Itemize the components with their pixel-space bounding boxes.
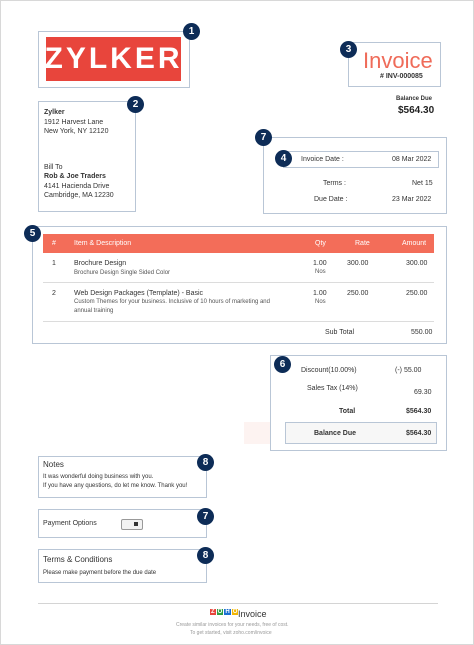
- balance-due-label: Balance Due: [396, 96, 433, 102]
- bill-to-label: Bill To: [44, 164, 63, 171]
- invoice-date-label: Invoice Date :: [301, 156, 344, 163]
- row2-amount: 250.00: [406, 290, 428, 297]
- total-label: Total: [339, 408, 356, 415]
- row2-qty: 1.00: [313, 290, 327, 297]
- due-date-label: Due Date :: [314, 196, 348, 203]
- discount-value: (-) 55.00: [395, 367, 422, 374]
- row2-desc2: annual training: [74, 308, 114, 314]
- totals-shade: [244, 422, 270, 444]
- badge-totals: 6: [274, 356, 291, 373]
- balance-value: $564.30: [406, 430, 432, 437]
- badge-terms: 8: [197, 547, 214, 564]
- row-divider: [43, 282, 434, 283]
- total-value: $564.30: [406, 408, 432, 415]
- notes-line1: It was wonderful doing business with you.: [43, 474, 154, 480]
- badge-from: 2: [127, 96, 144, 113]
- row2-num: 2: [52, 290, 56, 297]
- zoho-letter: H: [225, 609, 230, 615]
- due-date-value: 23 Mar 2022: [392, 196, 432, 203]
- row2-desc: Custom Themes for your business. Inclusive of 10 hours of marketing and: [74, 299, 270, 305]
- tax-label: Sales Tax (14%): [307, 385, 358, 392]
- row2-rate: 250.00: [347, 290, 369, 297]
- company-logo: ZYLKER: [46, 37, 181, 81]
- invoice-title: Invoice: [363, 48, 433, 73]
- terms-text: Please make payment before the due date: [43, 570, 157, 576]
- badge-title: 3: [340, 41, 357, 58]
- from-company: Zylker: [44, 109, 65, 116]
- row1-num: 1: [52, 260, 56, 267]
- tax-value: 69.30: [414, 389, 432, 396]
- zoho-letter: O: [217, 609, 223, 615]
- th-qty: Qty: [315, 240, 326, 247]
- card-icon[interactable]: [121, 519, 143, 530]
- bill-to-address1: 4141 Hacienda Drive: [44, 183, 110, 190]
- balance-due-value: $564.30: [398, 105, 435, 116]
- badge-payment: 7: [197, 508, 214, 525]
- terms-label: Terms :: [323, 180, 346, 187]
- footer-product: Invoice: [238, 609, 267, 619]
- row2-name: Web Design Packages (Template) - Basic: [74, 290, 204, 297]
- th-rate: Rate: [355, 240, 370, 247]
- th-item: Item & Description: [74, 240, 132, 247]
- zoho-letter: Z: [211, 609, 215, 615]
- zoho-logo: [210, 609, 238, 615]
- terms-heading: Terms & Conditions: [43, 555, 113, 564]
- bill-to-name: Rob & Joe Traders: [44, 173, 106, 180]
- bill-to-address2: Cambridge, MA 12230: [44, 192, 114, 199]
- terms-value: Net 15: [412, 180, 433, 187]
- row1-qty: 1.00: [313, 260, 327, 267]
- from-address1: 1912 Harvest Lane: [44, 119, 104, 126]
- invoice-number: # INV-000085: [380, 73, 423, 80]
- th-num: #: [52, 240, 56, 247]
- row-divider: [43, 321, 434, 322]
- row1-name: Brochure Design: [74, 260, 127, 267]
- footer-divider: [38, 603, 438, 604]
- row1-rate: 300.00: [347, 260, 369, 267]
- subtotal-value: 550.00: [411, 329, 433, 336]
- th-amount: Amount: [402, 240, 427, 247]
- payment-label[interactable]: Payment Options: [43, 520, 97, 527]
- balance-label: Balance Due: [314, 430, 357, 437]
- zoho-letter: O: [232, 609, 238, 615]
- row1-amount: 300.00: [406, 260, 428, 267]
- from-address2: New York, NY 12120: [44, 128, 109, 135]
- invoice-date-value: 08 Mar 2022: [392, 156, 432, 163]
- badge-items: 5: [24, 225, 41, 242]
- footer-line2[interactable]: To get started, visit zoho.com/invoice: [190, 630, 272, 636]
- footer-line1: Create similar invoices for your needs, free of cost.: [176, 622, 289, 628]
- table-header: [43, 234, 434, 253]
- badge-logo: 1: [183, 23, 200, 40]
- badge-date: 4: [275, 150, 292, 167]
- badge-notes: 8: [197, 454, 214, 471]
- row1-unit: Nos: [315, 269, 326, 275]
- row2-unit: Nos: [315, 299, 326, 305]
- notes-line2: If you have any questions, do let me know. Thank you!: [43, 483, 188, 489]
- discount-label: Discount(10.00%): [301, 367, 357, 374]
- subtotal-label: Sub Total: [325, 329, 355, 336]
- notes-heading: Notes: [43, 460, 64, 469]
- badge-meta: 7: [255, 129, 272, 146]
- row1-desc: Brochure Design Single Sided Color: [74, 270, 171, 276]
